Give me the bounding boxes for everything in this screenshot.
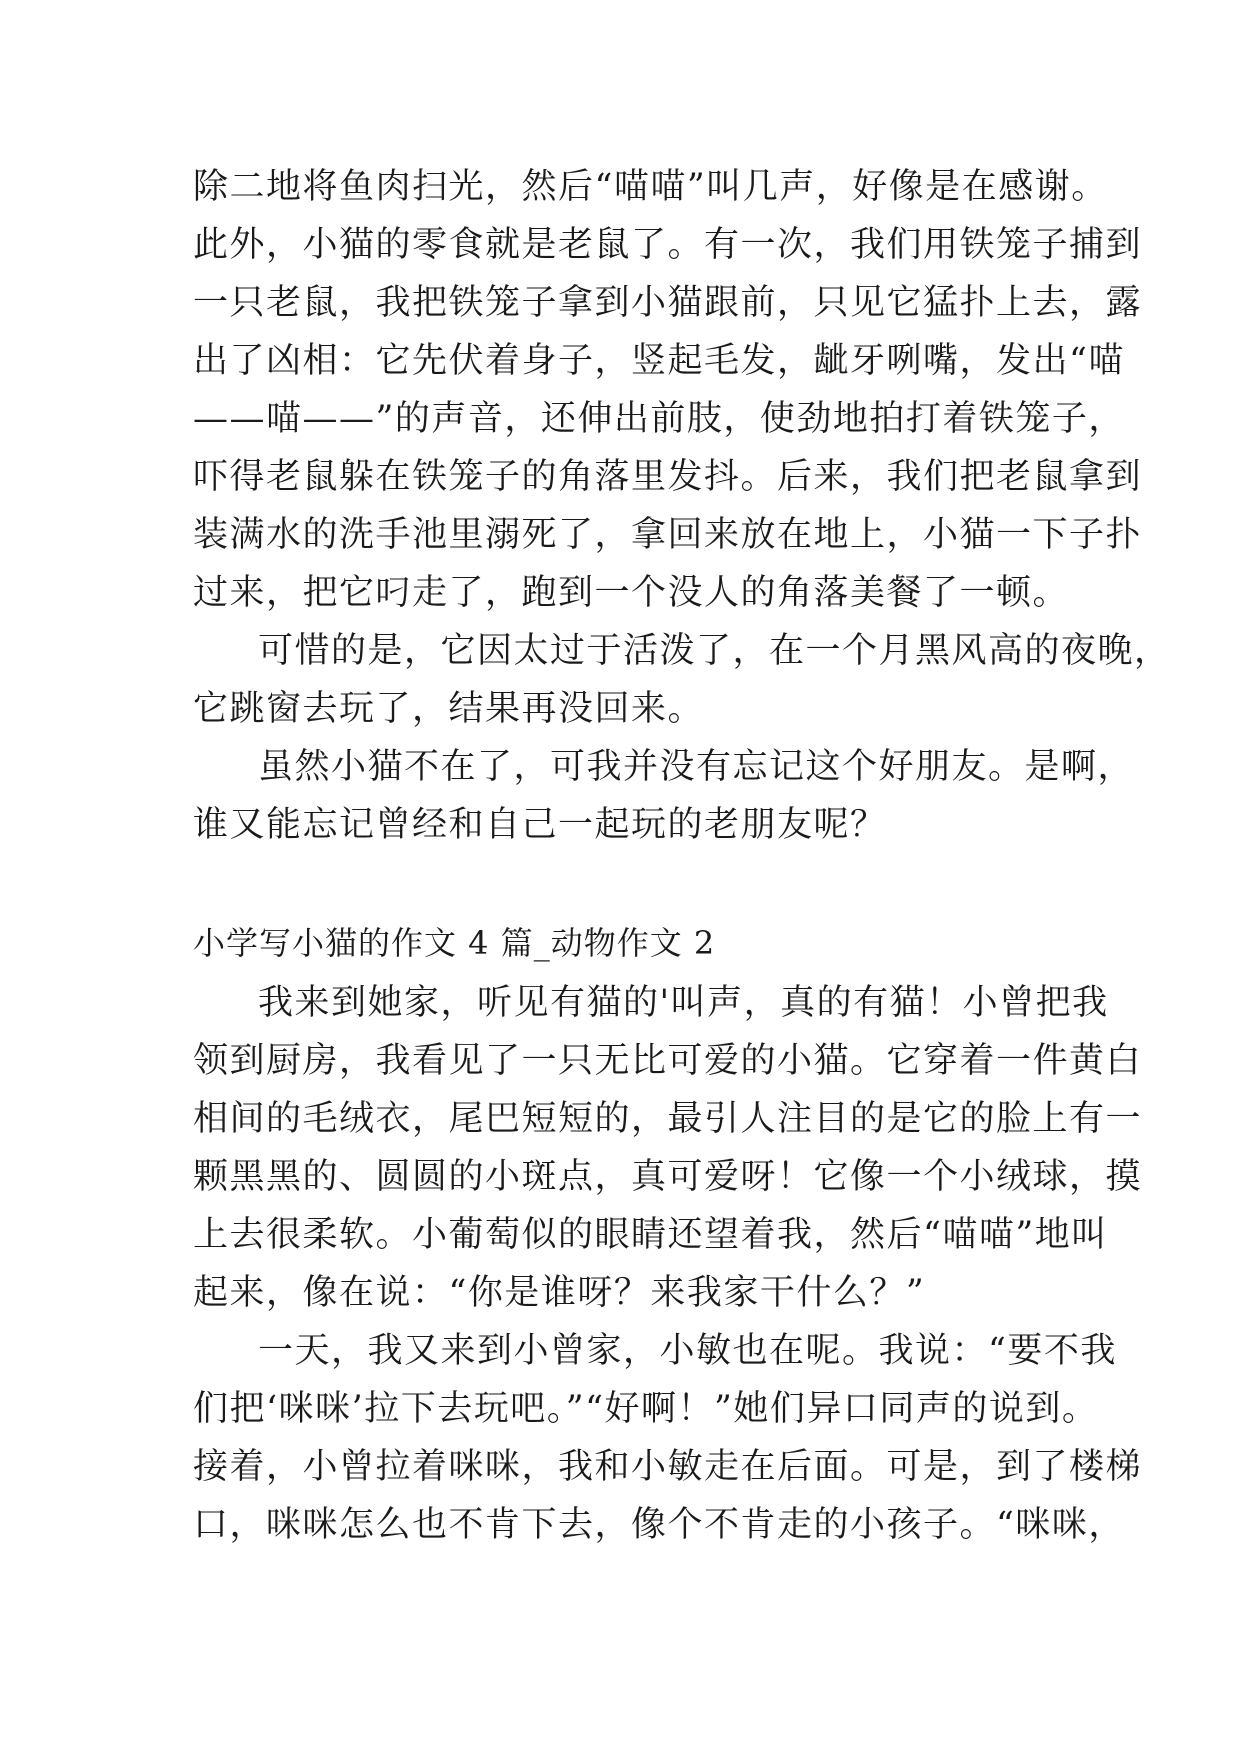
text-line: 谁又能忘记曾经和自己一起玩的老朋友呢？ (193, 805, 887, 845)
text-line: ——喵——”的声音，还伸出前肢，使劲地拍打着铁笼子， (193, 399, 1125, 439)
text-line: 口，咪咪怎么也不肯下去，像个不肯走的小孩子。“咪咪， (193, 1505, 1125, 1545)
text-line: 颗黑黑的、圆圆的小斑点，真可爱呀！它像一个小绒球，摸 (193, 1157, 1143, 1197)
text-line: 过来，把它叼走了，跑到一个没人的角落美餐了一顿。 (193, 573, 1070, 613)
text-line: 出了凶相：它先伏着身子，竖起毛发，龇牙咧嘴，发出“喵 (193, 341, 1125, 381)
text-line: 起来，像在说：“你是谁呀？来我家干什么？” (193, 1273, 926, 1313)
text-line: 上去很柔软。小葡萄似的眼睛还望着我，然后“喵喵”地叫 (193, 1215, 1108, 1255)
paragraph-start-line: 虽然小猫不在了，可我并没有忘记这个好朋友。是啊， (258, 747, 1135, 787)
text-line: 领到厨房，我看见了一只无比可爱的小猫。它穿着一件黄白 (193, 1041, 1143, 1081)
text-line: 一只老鼠，我把铁笼子拿到小猫跟前，只见它猛扑上去，露 (193, 283, 1143, 323)
text-line: 们把‘咪咪’拉下去玩吧。”“好啊！”她们异口同声的说到。 (193, 1389, 1099, 1429)
paragraph-start-line: 可惜的是，它因太过于活泼了，在一个月黑风高的夜晚， (258, 631, 1171, 671)
text-line: 吓得老鼠躲在铁笼子的角落里发抖。后来，我们把老鼠拿到 (193, 457, 1143, 497)
section-title: 小学写小猫的作文 4 篇_动物作文 2 (193, 924, 716, 962)
text-line: 装满水的洗手池里溺死了，拿回来放在地上，小猫一下子扑 (193, 515, 1143, 555)
text-line: 它跳窗去玩了，结果再没回来。 (193, 689, 705, 729)
text-line: 此外，小猫的零食就是老鼠了。有一次，我们用铁笼子捕到 (193, 225, 1143, 265)
text-line: 接着，小曾拉着咪咪，我和小敏走在后面。可是，到了楼梯 (193, 1447, 1143, 1487)
text-line: 相间的毛绒衣，尾巴短短的，最引人注目的是它的脸上有一 (193, 1099, 1143, 1139)
paragraph-start-line: 一天，我又来到小曾家，小敏也在呢。我说：“要不我 (258, 1331, 1117, 1371)
paragraph-start-line: 我来到她家，听见有猫的'叫声，真的有猫！小曾把我 (258, 983, 1109, 1023)
text-line: 除二地将鱼肉扫光，然后“喵喵”叫几声，好像是在感谢。 (193, 167, 1108, 207)
